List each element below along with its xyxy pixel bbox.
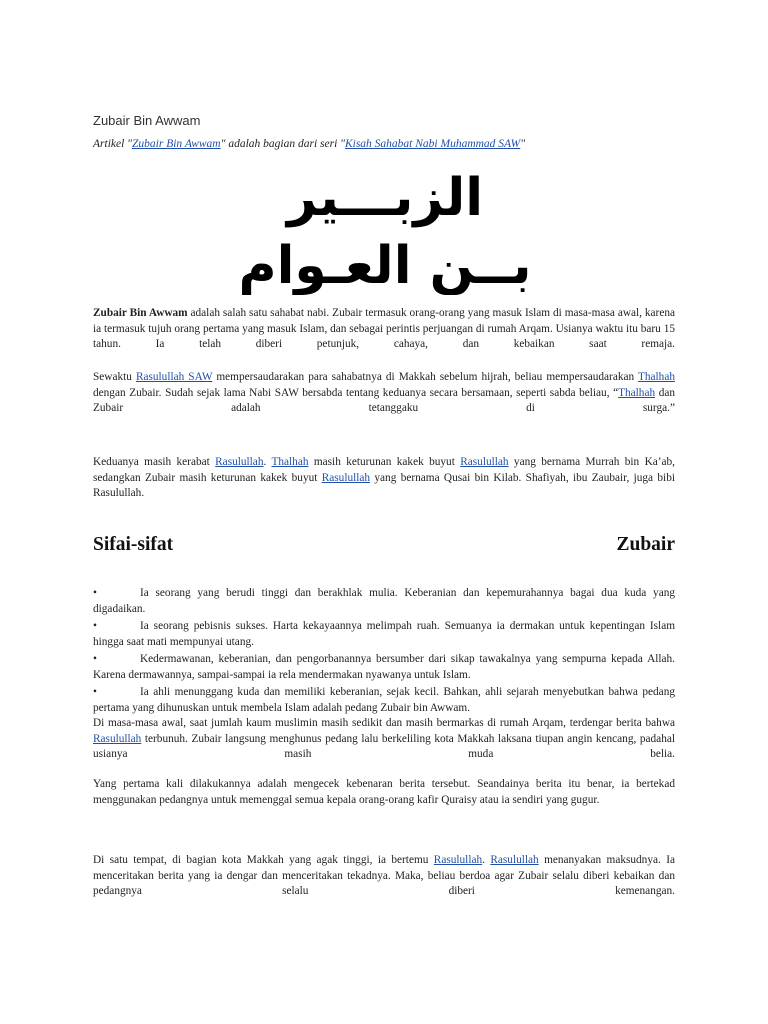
- p6-text-1: Di satu tempat, di bagian kota Makkah yang agak tinggi, ia bertemu: [93, 854, 434, 866]
- p2-text-3: dengan Zubair. Sudah sejak lama Nabi SAW bersabda tentang keduanya secara bersamaan, seperti sabda beliau, “: [93, 386, 619, 399]
- p3-text-1: Keduanya masih kerabat: [93, 456, 216, 468]
- intro-prefix: Artikel ": [93, 138, 132, 150]
- section-heading: [93, 534, 675, 556]
- p4-text-1: Di masa-masa awal, saat jumlah kaum muslimin masih sedikit dan masih bermarkas di rumah Arqam, terdengar berita bahwa: [93, 717, 675, 729]
- list-item-text: Ia seorang pebisnis sukses. Harta kekayaannya melimpah ruah. Semuanya ia dermakan untuk kepentingan Islam hingga saat mati mempunyai utang.: [93, 620, 675, 648]
- intro-middle: " adalah bagian dari seri ": [220, 138, 345, 150]
- arabic-calligraphy-image: [230, 160, 540, 295]
- rasulullah-link[interactable]: Rasulullah: [93, 732, 142, 745]
- p3-text-4: yang bernama Murrah bin Ka’ab, sedangkan Zubair masih keturunan kakek buyut: [93, 456, 675, 484]
- p6-text-3: menanyakan maksudnya. Ia menceritakan berita yang ia dengar dan menceritakan tekadnya. Maka, beliau berdoa agar Zubair selalu diberi kebaikan dan pedangnya selalu diberi kemenangan.: [93, 854, 675, 897]
- rasulullah-link[interactable]: Rasulullah: [490, 854, 539, 866]
- list-item: [93, 685, 675, 716]
- rasulullah-link[interactable]: Rasulullah: [215, 456, 264, 468]
- rasulullah-link[interactable]: Rasulullah: [460, 456, 509, 468]
- list-item-text: Kedermawanan, keberanian, dan pengorbanannya bersumber dari sikap tawakalnya yang sempurna kepada Allah. Karena dermawannya, sampai-sampai ia rela mendermakan nyawanya untuk Islam.: [93, 653, 675, 681]
- list-item-text: Ia seorang yang berudi tinggi dan berakhlak mulia. Keberanian dan kepemurahannya bagai dua kuda yang digadaikan.: [93, 587, 675, 615]
- document-title: Zubair Bin Awwam: [93, 113, 201, 128]
- p2-text-2: mempersaudarakan para sahabatnya di Makkah sebelum hijrah, beliau mempersaudarakan: [212, 371, 638, 383]
- list-item: [93, 586, 675, 617]
- list-item: [93, 619, 675, 650]
- p3-text-5: yang bernama Qusai bin Kilab. Shafiyah, ibu Zaubair, juga bibi Rasulullah.: [93, 471, 675, 499]
- p3-text-2: .: [263, 456, 272, 468]
- section-heading-right: Zubair: [616, 534, 675, 555]
- bullet-icon: •: [93, 620, 97, 632]
- intro-line: [93, 138, 525, 150]
- series-link[interactable]: Kisah Sahabat Nabi Muhammad SAW: [344, 138, 521, 150]
- list-item-text: Ia ahli menunggang kuda dan memiliki keberanian, sejak kecil. Bahkan, ahli sejarah menyebutkan bahwa pedang pertama yang dihunuskan untuk membela Islam adalah pedang Zubair bin Awwam.: [93, 686, 675, 714]
- p4-text-2: terbunuh. Zubair langsung menghunus pedang lalu berkeliling kota Makkah laksana tiupan angin kencang, padahal usianya masih muda belia.: [93, 732, 675, 760]
- p6-text-2: .: [482, 854, 491, 866]
- thalhah-link[interactable]: Thalhah: [271, 456, 309, 468]
- paragraph-1: [93, 306, 675, 353]
- paragraph-3: [93, 455, 675, 502]
- intro-suffix: ": [520, 138, 526, 150]
- rasulullah-link[interactable]: Rasulullah: [321, 471, 371, 484]
- section-heading-left: Sifai-sifat: [93, 534, 174, 555]
- paragraph-4: [93, 716, 675, 763]
- rasulullah-saw-link[interactable]: Rasulullah SAW: [135, 371, 213, 383]
- p2-text-4: dan Zubair adalah tetanggaku di surga.”: [93, 386, 676, 414]
- zubair-article-link[interactable]: Zubair Bin Awwam: [132, 138, 221, 150]
- paragraph-2: [93, 370, 675, 417]
- paragraph-6: [93, 853, 675, 900]
- rasulullah-link[interactable]: Rasulullah: [433, 854, 483, 866]
- bullet-icon: •: [93, 653, 97, 665]
- paragraph-1-text: adalah salah satu sahabat nabi. Zubair termasuk orang-orang yang masuk Islam di masa-masa awal, karena ia termasuk tujuh orang pertama yang masuk Islam, dan sebagai perintis perjuangan di rumah Arqam. Usianya waktu itu baru 15 tahun. Ia telah diberi petunjuk, cahaya, dan kebaikan saat remaja.: [93, 307, 675, 350]
- p2-text-1: Sewaktu: [93, 371, 136, 383]
- bullet-icon: •: [93, 686, 97, 698]
- calligraphy-line-1: الزبـــير: [286, 168, 484, 228]
- paragraph-1-bold-name: Zubair Bin Awwam: [93, 307, 188, 319]
- bullet-icon: •: [93, 587, 97, 599]
- paragraph-5: [93, 777, 675, 808]
- p3-text-3: masih keturunan kakek buyut: [308, 456, 461, 468]
- thalhah-link-1[interactable]: Thalhah: [637, 371, 675, 383]
- list-item: [93, 652, 675, 683]
- thalhah-link-2[interactable]: Thalhah: [618, 386, 656, 399]
- p5-text: Yang pertama kali dilakukannya adalah mengecek kebenaran berita tersebut. Seandainya berita itu benar, ia bertekad menggunakan pedangnya untuk memenggal semua kepala orang-orang kafir Quraisy atau ia sendiri yang gugur.: [93, 778, 675, 806]
- calligraphy-line-2: بــن العـوام: [238, 236, 532, 295]
